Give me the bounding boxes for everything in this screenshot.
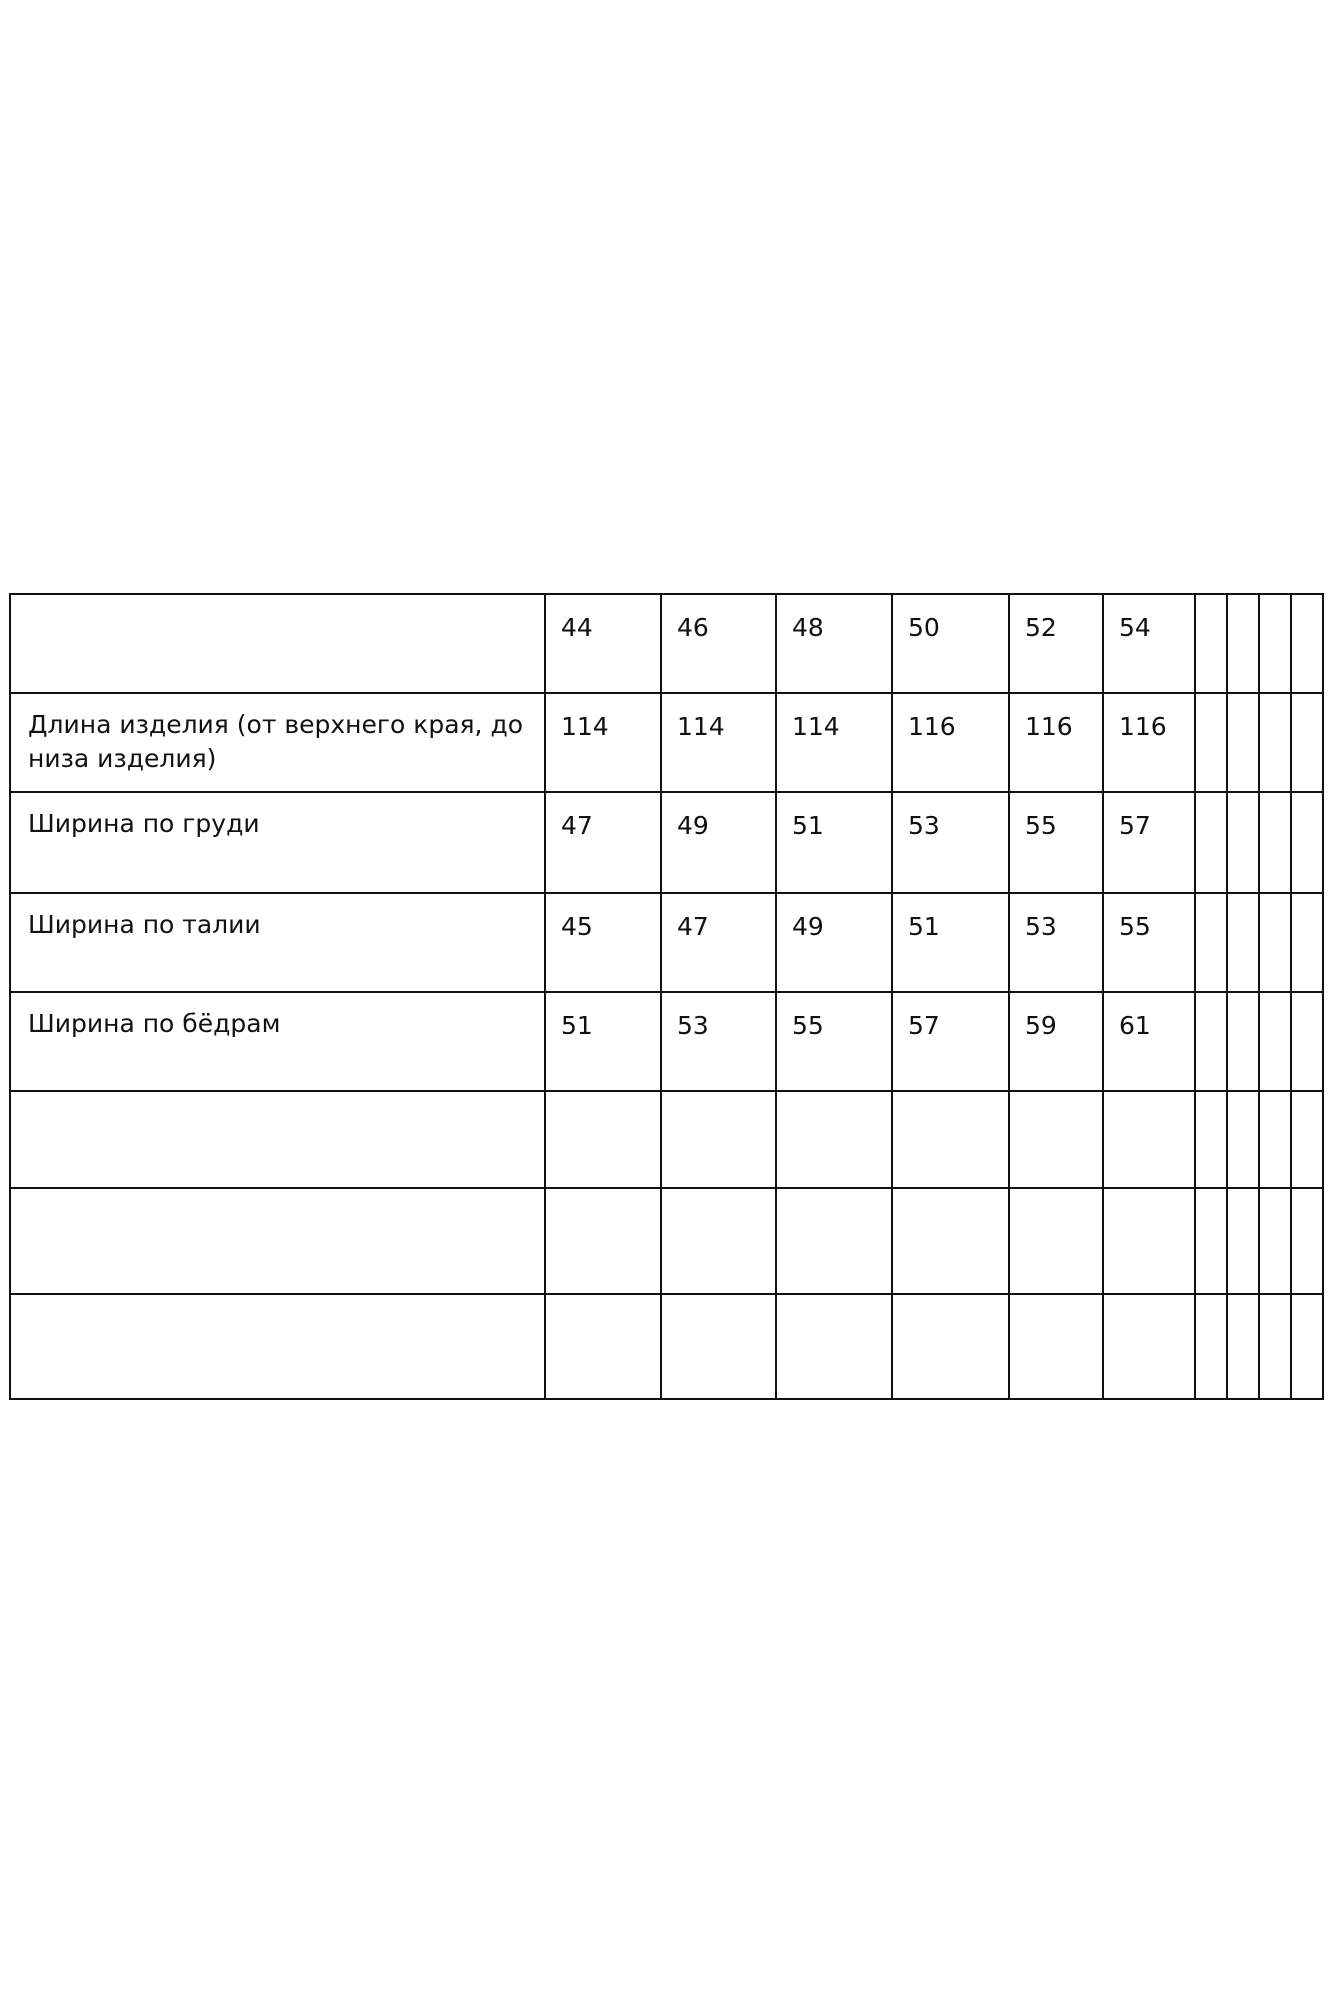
- empty-narrow-cell: [1195, 992, 1227, 1091]
- empty-narrow-cell: [1259, 693, 1291, 792]
- measurement-label-cell: Ширина по бёдрам: [10, 992, 545, 1091]
- measurement-value-cell: 116: [1103, 693, 1195, 792]
- empty-narrow-cell: [1259, 893, 1291, 992]
- measurement-value-cell: [1103, 1091, 1195, 1188]
- measurement-value-cell: [545, 1294, 661, 1399]
- measurement-value-cell: 55: [776, 992, 892, 1091]
- header-row: [10, 594, 1323, 693]
- measurement-value-cell: 53: [1009, 893, 1103, 992]
- measurement-label-cell: [10, 1188, 545, 1294]
- measurement-label-cell: Ширина по талии: [10, 893, 545, 992]
- measurement-value-cell: 47: [545, 792, 661, 893]
- empty-narrow-cell: [1227, 893, 1259, 992]
- header-corner-cell: [10, 594, 545, 693]
- empty-narrow-cell: [1227, 1091, 1259, 1188]
- measurement-value-cell: 61: [1103, 992, 1195, 1091]
- measurement-value-cell: [1009, 1188, 1103, 1294]
- measurement-value-cell: 49: [661, 792, 776, 893]
- empty-narrow-cell: [1195, 693, 1227, 792]
- measurement-value-cell: 49: [776, 893, 892, 992]
- empty-narrow-cell: [1195, 1188, 1227, 1294]
- measurement-value-cell: [545, 1091, 661, 1188]
- table-row: [10, 693, 1323, 792]
- empty-narrow-cell: [1291, 594, 1323, 693]
- measurement-value-cell: [1103, 1188, 1195, 1294]
- measurement-value-cell: [661, 1188, 776, 1294]
- empty-narrow-cell: [1195, 1091, 1227, 1188]
- measurement-value-cell: [892, 1294, 1009, 1399]
- empty-narrow-cell: [1291, 992, 1323, 1091]
- empty-narrow-cell: [1259, 594, 1291, 693]
- empty-narrow-cell: [1195, 1294, 1227, 1399]
- measurement-value-cell: 47: [661, 893, 776, 992]
- measurement-value-cell: 57: [1103, 792, 1195, 893]
- size-chart-body: [10, 594, 1323, 1399]
- size-chart-table: [9, 593, 1324, 1400]
- table-row: [10, 1188, 1323, 1294]
- empty-narrow-cell: [1291, 893, 1323, 992]
- empty-narrow-cell: [1195, 594, 1227, 693]
- size-header-cell: 52: [1009, 594, 1103, 693]
- empty-narrow-cell: [1259, 1188, 1291, 1294]
- empty-narrow-cell: [1227, 1294, 1259, 1399]
- table-row: [10, 893, 1323, 992]
- size-header-cell: 46: [661, 594, 776, 693]
- measurement-value-cell: 116: [1009, 693, 1103, 792]
- measurement-value-cell: 55: [1103, 893, 1195, 992]
- measurement-value-cell: [892, 1091, 1009, 1188]
- empty-narrow-cell: [1227, 1188, 1259, 1294]
- measurement-value-cell: [545, 1188, 661, 1294]
- empty-narrow-cell: [1291, 792, 1323, 893]
- measurement-value-cell: [776, 1294, 892, 1399]
- measurement-value-cell: 114: [776, 693, 892, 792]
- empty-narrow-cell: [1227, 594, 1259, 693]
- measurement-label-cell: Ширина по груди: [10, 792, 545, 893]
- empty-narrow-cell: [1195, 792, 1227, 893]
- measurement-value-cell: 116: [892, 693, 1009, 792]
- empty-narrow-cell: [1291, 693, 1323, 792]
- measurement-value-cell: [892, 1188, 1009, 1294]
- measurement-value-cell: 114: [661, 693, 776, 792]
- measurement-value-cell: 55: [1009, 792, 1103, 893]
- empty-narrow-cell: [1259, 1294, 1291, 1399]
- empty-narrow-cell: [1227, 792, 1259, 893]
- measurement-value-cell: 51: [545, 992, 661, 1091]
- table-row: [10, 992, 1323, 1091]
- table-row: [10, 1294, 1323, 1399]
- size-header-cell: 54: [1103, 594, 1195, 693]
- size-header-cell: 44: [545, 594, 661, 693]
- table-row: [10, 792, 1323, 893]
- measurement-value-cell: [776, 1188, 892, 1294]
- measurement-value-cell: 53: [892, 792, 1009, 893]
- measurement-value-cell: 53: [661, 992, 776, 1091]
- measurement-value-cell: [1009, 1091, 1103, 1188]
- measurement-value-cell: 51: [892, 893, 1009, 992]
- measurement-value-cell: 59: [1009, 992, 1103, 1091]
- measurement-value-cell: 114: [545, 693, 661, 792]
- size-header-cell: 50: [892, 594, 1009, 693]
- empty-narrow-cell: [1259, 792, 1291, 893]
- empty-narrow-cell: [1259, 992, 1291, 1091]
- measurement-label-cell: [10, 1294, 545, 1399]
- measurement-value-cell: 45: [545, 893, 661, 992]
- empty-narrow-cell: [1291, 1091, 1323, 1188]
- empty-narrow-cell: [1291, 1294, 1323, 1399]
- empty-narrow-cell: [1291, 1188, 1323, 1294]
- empty-narrow-cell: [1195, 893, 1227, 992]
- measurement-value-cell: [661, 1091, 776, 1188]
- measurement-value-cell: 51: [776, 792, 892, 893]
- empty-narrow-cell: [1259, 1091, 1291, 1188]
- measurement-label-cell: [10, 1091, 545, 1188]
- empty-narrow-cell: [1227, 693, 1259, 792]
- measurement-value-cell: [661, 1294, 776, 1399]
- size-header-cell: 48: [776, 594, 892, 693]
- measurement-value-cell: 57: [892, 992, 1009, 1091]
- measurement-value-cell: [776, 1091, 892, 1188]
- measurement-value-cell: [1103, 1294, 1195, 1399]
- measurement-value-cell: [1009, 1294, 1103, 1399]
- measurement-label-cell: Длина изделия (от верхнего края, до низа изделия): [10, 693, 545, 792]
- table-row: [10, 1091, 1323, 1188]
- empty-narrow-cell: [1227, 992, 1259, 1091]
